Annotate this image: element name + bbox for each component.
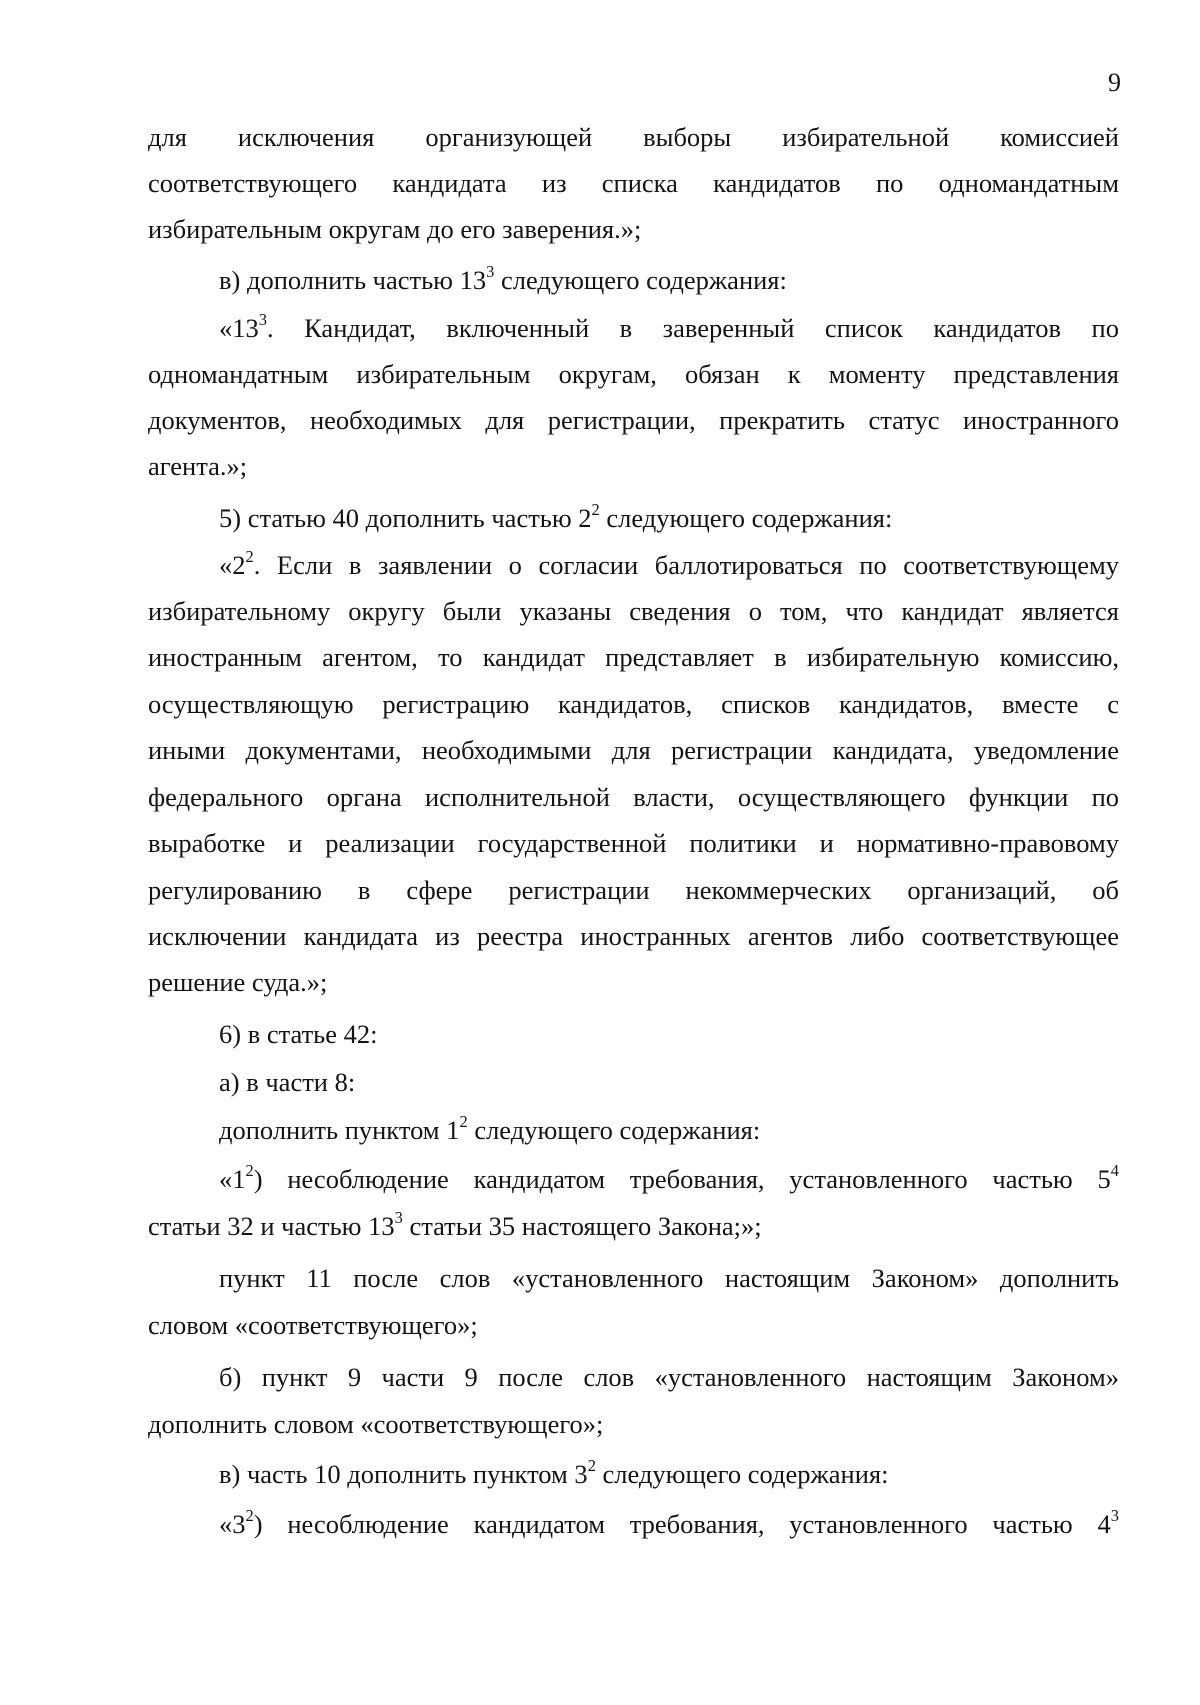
text-line: документов, необходимых для регистрации, прекратить статус иностранного [148,405,1119,435]
text-line: «$1^2$) несоблюдение кандидатом требования, установленного частью $5^4$ [219,1160,1119,1194]
text-line: дополнить пунктом $1^2$ следующего содержания: [219,1111,761,1145]
text-line: регулированию в сфере регистрации некоммерческих организаций, об [148,875,1119,905]
superscript: 2 [591,499,600,519]
text-line: избирательному округу были указаны сведения о том, что кандидат является [148,596,1119,626]
text-line: 6) в статье 42: [219,1019,378,1049]
text-line: агента.»; [148,451,248,481]
superscript: 2 [459,1111,468,1131]
text-line: словом «соответствующего»; [148,1310,478,1340]
text-line: «$3^2$) несоблюдение кандидатом требования, установленного частью $4^3$ [219,1505,1119,1539]
superscript: 2 [245,1505,254,1525]
page-number: 9 [1108,68,1121,97]
superscript: 3 [258,309,267,329]
text-line: одномандатным избирательным округам, обязан к моменту представления [148,359,1119,389]
text-line: в) часть 10 дополнить пунктом $3^2$ следующего содержания: [219,1455,889,1489]
text-line: дополнить словом «соответствующего»; [148,1409,604,1439]
text-line: «$2^2$. Если в заявлении о согласии баллотироваться по соответствующему [219,546,1119,580]
text-line: «$13^3$. Кандидат, включенный в заверенный список кандидатов по [219,309,1119,343]
text-line: федерального органа исполнительной власти, осуществляющего функции по [148,782,1119,812]
text-line: а) в части 8: [219,1067,356,1097]
text-line: иностранным агентом, то кандидат представляет в избирательную комиссию, [148,642,1119,672]
superscript: 2 [245,1160,254,1180]
text-line: статьи 32 и частью $13^3$ статьи 35 настоящего Закона;»; [148,1207,762,1241]
text-line: 5) статью 40 дополнить частью $2^2$ следующего содержания: [219,499,893,533]
superscript: 3 [394,1207,403,1227]
text-line: исключении кандидата из реестра иностранных агентов либо соответствующее [148,921,1119,951]
text-line: осуществляющую регистрацию кандидатов, списков кандидатов, вместе с [148,689,1119,719]
text-line: иными документами, необходимыми для регистрации кандидата, уведомление [148,735,1119,765]
text-line: в) дополнить частью $13^3$ следующего содержания: [219,261,787,295]
text-line: решение суда.»; [148,967,328,997]
text-line: соответствующего кандидата из списка кандидатов по одномандатным [148,168,1119,198]
text-line: пункт 11 после слов «установленного настоящим Законом» дополнить [219,1263,1119,1293]
text-line: б) пункт 9 части 9 после слов «установленного настоящим Законом» [219,1362,1119,1392]
text-line: для исключения организующей выборы избирательной комиссией [148,122,1119,152]
text-line: избирательным округам до его заверения.»; [148,214,642,244]
superscript: 3 [486,261,495,281]
text-line: выработке и реализации государственной политики и нормативно-правовому [148,828,1119,858]
superscript: 3 [1110,1505,1119,1525]
superscript: 4 [1110,1160,1119,1180]
superscript: 2 [587,1455,596,1475]
superscript: 2 [245,546,254,566]
